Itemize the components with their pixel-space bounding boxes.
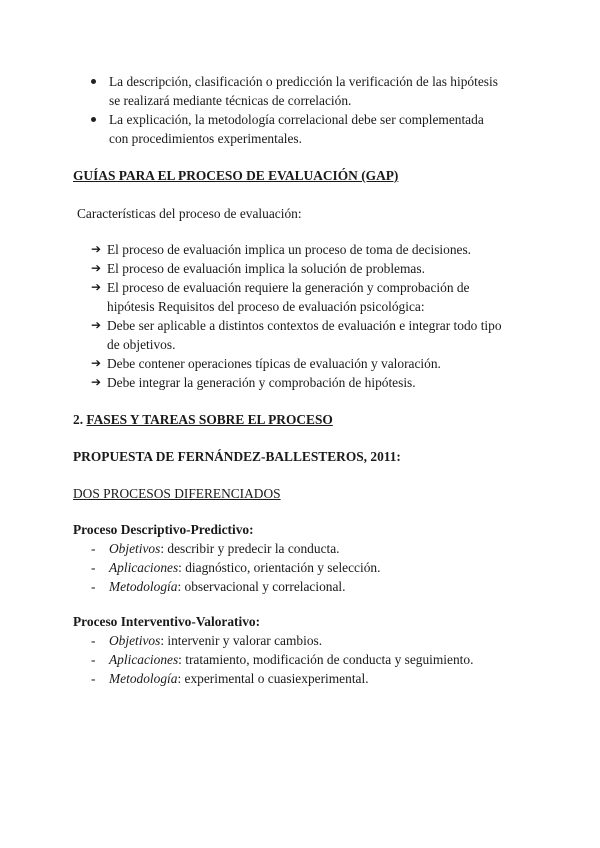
- arrow-item-line: El proceso de evaluación requiere la generación y comprobación de: [107, 280, 470, 295]
- section-heading: [73, 410, 333, 429]
- arrow-item-line: Debe ser aplicable a distintos contextos de evaluación e integrar todo tipo: [107, 318, 502, 333]
- process-descriptive-title: Proceso Descriptivo-Predictivo:: [73, 522, 254, 537]
- arrow-item-line: El proceso de evaluación implica la solución de problemas.: [107, 261, 425, 276]
- arrow-item-line: Debe integrar la generación y comprobación de hipótesis.: [107, 375, 416, 390]
- arrow-item-line: hipótesis Requisitos del proceso de evaluación psicológica:: [107, 299, 425, 314]
- arrow-icon: ➔: [91, 375, 102, 389]
- dash-marker: -: [91, 633, 96, 648]
- process-item-text: : observacional y correlacional.: [177, 579, 346, 594]
- characteristics-label: Características del proceso de evaluación:: [77, 206, 302, 221]
- arrow-item-line: de objetivos.: [107, 337, 176, 352]
- process-item-term: Aplicaciones: [109, 652, 179, 667]
- process-item-term: Metodología: [109, 579, 178, 594]
- arrow-icon: ➔: [91, 261, 102, 275]
- bullet-dot: [91, 117, 96, 122]
- process-item-text: : tratamiento, modificación de conducta y seguimiento.: [178, 652, 474, 667]
- arrow-icon: ➔: [91, 242, 102, 256]
- intro-bullet-line: con procedimientos experimentales.: [109, 131, 302, 146]
- process-item-text: : intervenir y valorar cambios.: [160, 633, 323, 648]
- process-item-term: Metodología: [109, 671, 178, 686]
- process-item-text: : experimental o cuasiexperimental.: [177, 671, 369, 686]
- section-number: 2.: [73, 412, 87, 427]
- dash-marker: -: [91, 671, 96, 686]
- dash-marker: -: [91, 579, 96, 594]
- bullet-dot: [91, 79, 96, 84]
- two-processes-heading: DOS PROCESOS DIFERENCIADOS: [73, 486, 281, 501]
- section-title: FASES Y TAREAS SOBRE EL PROCESO: [86, 412, 333, 427]
- intro-bullet-line: La descripción, clasificación o predicción la verificación de las hipótesis: [109, 74, 498, 89]
- proposal-heading: PROPUESTA DE FERNÁNDEZ-BALLESTEROS, 2011:: [73, 449, 401, 464]
- arrow-icon: ➔: [91, 280, 102, 294]
- gap-heading: GUÍAS PARA EL PROCESO DE EVALUACIÓN (GAP): [73, 168, 399, 183]
- process-item: [109, 558, 380, 577]
- dash-marker: -: [91, 652, 96, 667]
- arrow-item-line: El proceso de evaluación implica un proceso de toma de decisiones.: [107, 242, 472, 257]
- process-item-term: Objetivos: [109, 541, 161, 556]
- process-item: [109, 539, 340, 558]
- process-item-term: Objetivos: [109, 633, 161, 648]
- arrow-icon: ➔: [91, 356, 102, 370]
- process-item-text: : diagnóstico, orientación y selección.: [178, 560, 381, 575]
- dash-marker: -: [91, 541, 96, 556]
- arrow-icon: ➔: [91, 318, 102, 332]
- dash-marker: -: [91, 560, 96, 575]
- process-item: [109, 577, 346, 596]
- process-item-term: Aplicaciones: [109, 560, 179, 575]
- process-interventive-title: Proceso Interventivo-Valorativo:: [73, 614, 261, 629]
- arrow-item-line: Debe contener operaciones típicas de evaluación y valoración.: [107, 356, 441, 371]
- process-item: [109, 650, 473, 669]
- intro-bullet-line: se realizará mediante técnicas de correlación.: [109, 93, 352, 108]
- intro-bullet-line: La explicación, la metodología correlacional debe ser complementada: [109, 112, 484, 127]
- process-item: [109, 631, 322, 650]
- process-item: [109, 669, 369, 688]
- process-item-text: : describir y predecir la conducta.: [160, 541, 340, 556]
